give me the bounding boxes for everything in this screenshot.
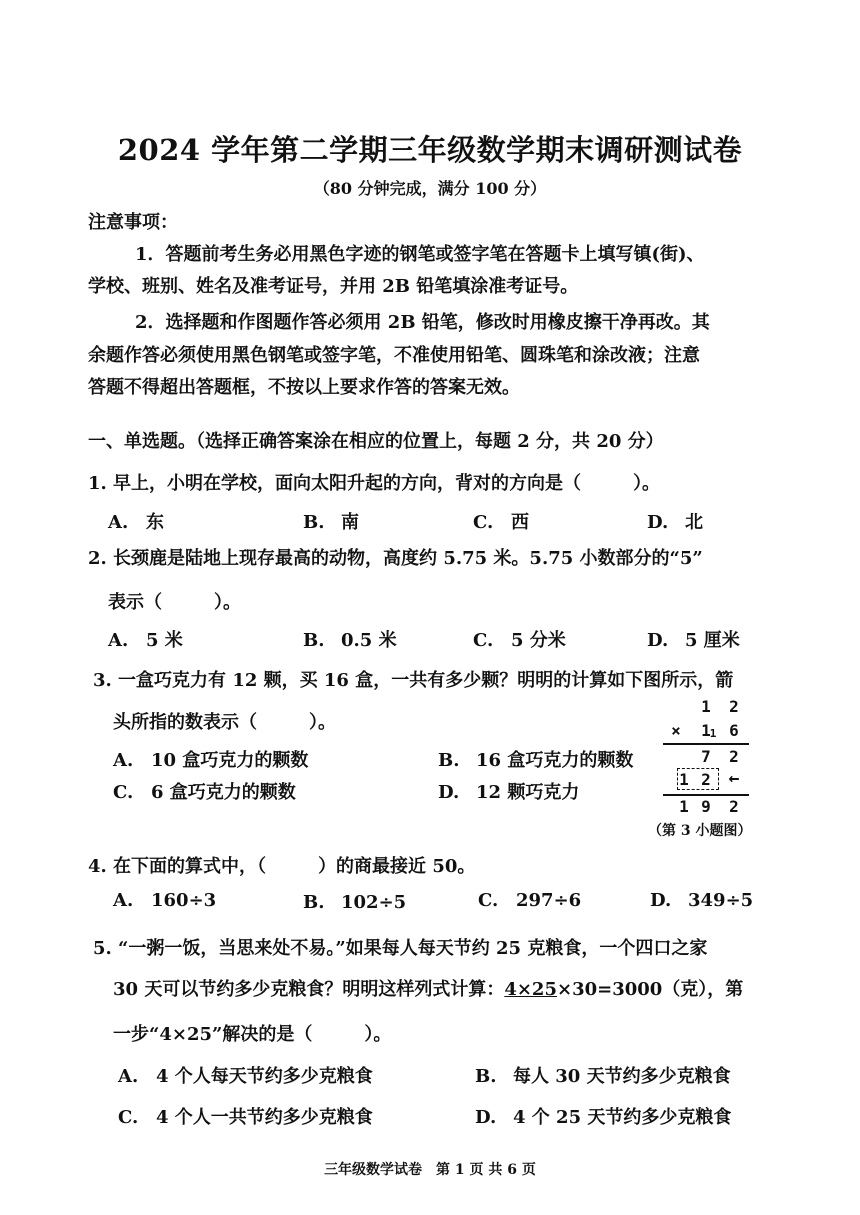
option-label: C.	[118, 1107, 139, 1128]
option-text: 16 盒巧克力的颗数	[476, 750, 634, 771]
calc-digit: 2	[729, 797, 739, 816]
page-footer: 三年级数学试卷 第 1 页 共 6 页	[324, 1162, 536, 1178]
q2-stem-line-1: 2. 长颈鹿是陆地上现存最高的动物，高度约 5.75 米。5.75 小数部分的“5”	[88, 548, 703, 569]
q1-stem-end: ）。	[633, 473, 661, 494]
option-text: 4 个人一共节约多少克粮食	[156, 1107, 373, 1128]
option-text: 349÷5	[688, 890, 754, 911]
calc-rule	[663, 794, 749, 796]
option-label: A.	[108, 512, 129, 533]
option-text: 南	[341, 512, 359, 533]
q4-stem-text: 4. 在下面的算式中，（	[88, 856, 267, 877]
option-text: 5 分米	[511, 630, 566, 651]
q5-stem-line-2	[113, 975, 743, 1001]
q1-option-a	[108, 508, 164, 534]
q3-stem-line-1: 3. 一盒巧克力有 12 颗，买 16 盒，一共有多少颗？明明的计算如下图所示，箭	[93, 670, 734, 691]
calc-digit: 1	[701, 697, 711, 716]
option-label: A.	[118, 1066, 139, 1087]
option-text: 10 盒巧克力的颗数	[151, 750, 309, 771]
option-text: 12 颗巧克力	[476, 782, 580, 803]
calc-digit: 2	[729, 747, 739, 766]
q2-stem-end: ）。	[214, 592, 241, 613]
option-label: D.	[647, 512, 669, 533]
q5-stem-line-1: 5. “一粥一饭，当思来处不易。”如果每人每天节约 25 克粮食，一个四口之家	[93, 938, 708, 959]
q1-stem-text: 1. 早上，小明在学校，面向太阳升起的方向，背对的方向是（	[88, 473, 582, 494]
option-label: C.	[113, 782, 134, 803]
q3-stem-end: ）。	[309, 712, 336, 733]
option-label: B.	[303, 512, 325, 533]
option-text: 4 个人每天节约多少克粮食	[156, 1066, 373, 1087]
option-text: 西	[511, 512, 529, 533]
option-text: 东	[146, 512, 164, 533]
q4-option-c	[478, 890, 581, 911]
q4-stem	[88, 852, 475, 878]
section-1-heading: 一、单选题。（选择正确答案涂在相应的位置上，每题 2 分，共 20 分）	[88, 431, 664, 452]
calc-digit: 2	[729, 697, 739, 716]
q1-option-d	[647, 508, 703, 534]
q5-option-a	[118, 1062, 373, 1088]
q5-stem-text-end: ×30=3000（克），第	[556, 979, 744, 1000]
option-text: 5 厘米	[685, 630, 740, 651]
q1-option-c	[473, 508, 529, 534]
q3-stem-text: 头所指的数表示（	[113, 712, 257, 733]
option-label: B.	[475, 1066, 497, 1087]
option-label: C.	[478, 890, 499, 911]
calc-digit: 7	[701, 747, 711, 766]
q1-option-b	[303, 508, 359, 534]
q3-option-a	[113, 746, 308, 772]
note-1-line-2: 学校、班别、姓名及准考证号，并用 2B 铅笔填涂准考证号。	[88, 276, 579, 297]
q4-option-b	[303, 892, 406, 913]
option-label: C.	[473, 512, 494, 533]
q5-option-d	[475, 1103, 731, 1129]
q5-stem-text: 一步“4×25”解决的是（	[113, 1024, 313, 1045]
q4-option-d	[650, 890, 753, 911]
q4-stem-end: ）的商最接近 50。	[318, 856, 476, 877]
calc-digit: 6	[729, 721, 739, 740]
q3-option-d	[438, 778, 579, 804]
notes-heading: 注意事项：	[88, 212, 178, 233]
calc-digit: 9	[701, 797, 711, 816]
q5-option-c	[118, 1103, 373, 1129]
q3-figure-caption: （第 3 小题图）	[648, 823, 752, 839]
q3-stem-line-2	[113, 708, 336, 734]
option-text: 6 盒巧克力的颗数	[151, 782, 296, 803]
option-label: B.	[438, 750, 460, 771]
option-label: A.	[113, 750, 134, 771]
option-label: D.	[650, 890, 672, 911]
calc-rule	[663, 743, 749, 745]
note-2-line-3: 答题不得超出答题框，不按以上要求作答的答案无效。	[88, 377, 520, 398]
option-text: 5 米	[146, 630, 183, 651]
q5-stem-line-3	[113, 1020, 391, 1046]
note-2-line-2: 余题作答必须使用黑色钢笔或签字笔，不准使用铅笔、圆珠笔和涂改液；注意	[88, 345, 700, 366]
calc-digit: 1	[679, 770, 689, 789]
q3-option-c	[113, 778, 296, 804]
q2-stem-text: 表示（	[108, 592, 162, 613]
q5-stem-text: 30 天可以节约多少克粮食？明明这样列式计算：	[113, 979, 505, 1000]
option-label: B.	[303, 630, 325, 651]
q5-stem-end: ）。	[364, 1024, 392, 1045]
calc-digit: 1	[701, 721, 711, 740]
times-sign: ×	[671, 721, 681, 740]
option-text: 297÷6	[516, 890, 582, 911]
exam-subtitle: （80 分钟完成，满分 100 分）	[313, 179, 547, 198]
option-label: D.	[475, 1107, 497, 1128]
option-text: 0.5 米	[341, 630, 397, 651]
q2-option-c	[473, 626, 566, 652]
q4-option-a	[113, 890, 216, 911]
option-text: 每人 30 天节约多少克粮食	[513, 1066, 731, 1087]
q5-option-b	[475, 1062, 731, 1088]
option-label: B.	[303, 892, 325, 913]
note-2-line-1: 2．选择题和作图题作答必须用 2B 铅笔，修改时用橡皮擦干净再改。其	[135, 312, 710, 333]
q1-stem	[88, 469, 660, 495]
exam-title: 2024 学年第二学期三年级数学期末调研测试卷	[117, 133, 743, 167]
option-label: D.	[438, 782, 460, 803]
option-text: 102÷5	[341, 892, 407, 913]
q2-option-a	[108, 626, 183, 652]
option-text: 4 个 25 天节约多少克粮食	[513, 1107, 732, 1128]
calc-digit: 2	[701, 770, 711, 789]
calc-digit: 1	[679, 797, 689, 816]
option-text: 北	[685, 512, 703, 533]
q2-option-d	[647, 626, 740, 652]
carry-digit: 1	[709, 727, 717, 740]
option-label: A.	[108, 630, 129, 651]
q2-option-b	[303, 626, 397, 652]
option-label: A.	[113, 890, 134, 911]
option-label: C.	[473, 630, 494, 651]
option-label: D.	[647, 630, 669, 651]
arrow-left-icon: ←	[728, 768, 740, 789]
q3-option-b	[438, 746, 633, 772]
option-text: 160÷3	[151, 890, 217, 911]
q2-stem-line-2	[108, 588, 241, 614]
q5-underlined-expression: 4×25	[504, 979, 557, 1000]
note-1-line-1: 1．答题前考生务必用黑色字迹的钢笔或签字笔在答题卡上填写镇(街)、	[135, 244, 705, 265]
